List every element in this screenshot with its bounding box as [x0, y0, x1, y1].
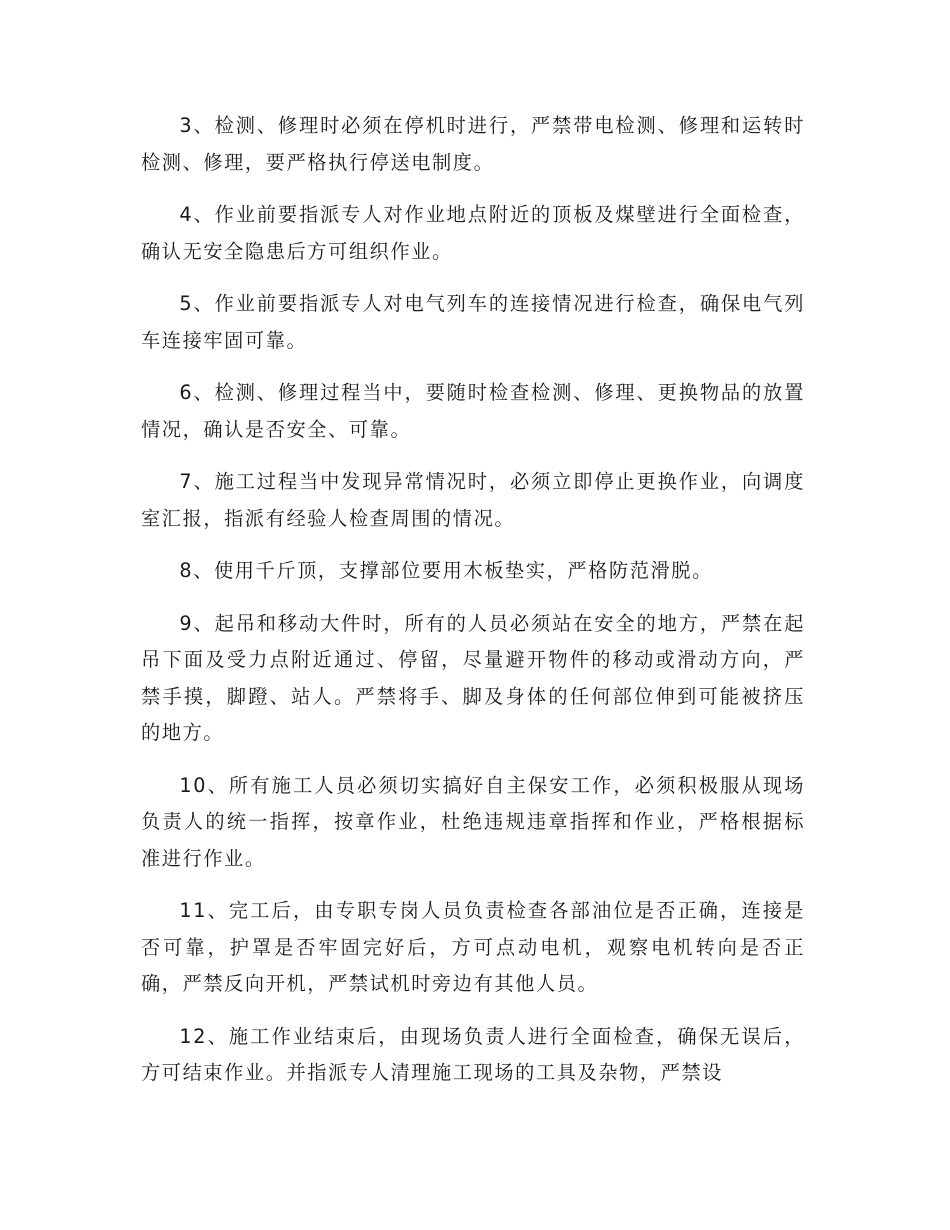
paragraph-item-8: 8、使用千斤顶，支撑部位要用木板垫实，严格防范滑脱。	[179, 559, 713, 582]
paragraph-item-3: 3、检测、修理时必须在停机时进行，严禁带电检测、修理和运转时检测、修理，要严格执行停送电制度。	[141, 114, 805, 174]
paragraph-item-11: 11、完工后，由专职专岗人员负责检查各部油位是否正确，连接是否可靠，护罩是否牢固完好后，方可点动电机，观察电机转向是否正确，严禁反向开机，严禁试机时旁边有其他人员。	[141, 899, 805, 995]
document-body	[141, 108, 805, 1108]
paragraph-item-4: 4、作业前要指派专人对作业地点附近的顶板及煤壁进行全面检查，确认无安全隐患后方可组织作业。	[141, 203, 805, 263]
paragraph-item-5: 5、作业前要指派专人对电气列车的连接情况进行检查，确保电气列车连接牢固可靠。	[141, 292, 805, 352]
paragraph-item-10: 10、所有施工人员必须切实搞好自主保安工作，必须积极服从现场负责人的统一指挥，按章作业，杜绝违规违章指挥和作业，严格根据标准进行作业。	[141, 773, 805, 870]
paragraph-item-9: 9、起吊和移动大件时，所有的人员必须站在安全的地方，严禁在起吊下面及受力点附近通过、停留，尽量避开物件的移动或滑动方向，严禁手摸，脚蹬、站人。严禁将手、脚及身体的任何部位伸到可能被挤压的地方。	[141, 611, 805, 744]
paragraph-item-12: 12、施工作业结束后，由现场负责人进行全面检查，确保无误后，方可结束作业。并指派专人清理施工现场的工具及杂物，严禁设	[141, 1024, 805, 1084]
paragraph-item-6: 6、检测、修理过程当中，要随时检查检测、修理、更换物品的放置情况，确认是否安全、可靠。	[141, 381, 805, 441]
paragraph-item-7: 7、施工过程当中发现异常情况时，必须立即停止更换作业，向调度室汇报，指派有经验人检查周围的情况。	[141, 470, 805, 530]
